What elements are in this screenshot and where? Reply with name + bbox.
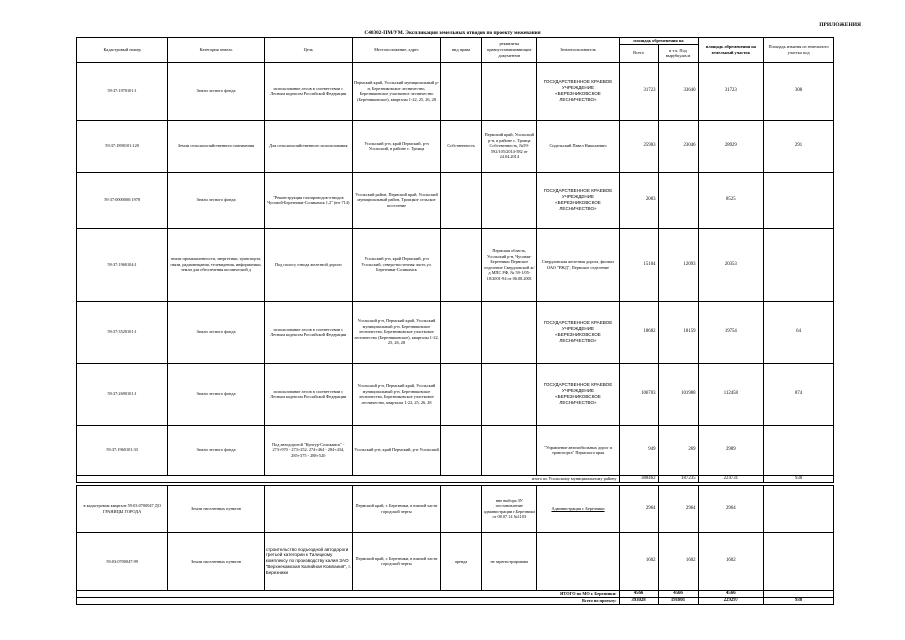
location: Усольский р-н, край Пермский, р-н Усольский xyxy=(352,425,440,475)
docs: не зарегистрирована xyxy=(482,532,537,590)
purpose: Под полосу отвода железной дороги xyxy=(264,228,352,301)
grand-total-total: 393028 xyxy=(619,597,658,604)
area-incl: 2964 xyxy=(658,485,698,532)
header-right-type: вид права xyxy=(441,38,482,63)
location: Усольский район, Пермский край, Усольский муниципальный район, Троицкое сельское поселение xyxy=(352,172,440,228)
land-category: Земли лесного фонда xyxy=(168,363,264,425)
area-total: 25983 xyxy=(619,120,658,172)
area-total: 31723 xyxy=(619,62,658,120)
cadastral-number: 59:03:0700047:99 xyxy=(77,532,168,590)
table-row xyxy=(77,228,834,301)
header-docs: реквизиты правоустанавливающих документов xyxy=(482,38,537,63)
area-incl: 23046 xyxy=(658,120,698,172)
purpose: использование лесов в соответствии с Лесным кодексом Российской Федерации xyxy=(264,62,352,120)
purpose: использование лесов в соответствии с Лесным кодексом Российской Федерации xyxy=(264,363,352,425)
area-total: 2083 xyxy=(619,172,658,228)
area-encumbrance: 28929 xyxy=(698,120,764,172)
area-total: 949 xyxy=(619,425,658,475)
land-category: Земли населенных пунктов xyxy=(168,485,264,532)
docs: Пермский край, Усольский р-н, в районе с. Троица Собственность, №59-592/105/2014-582 от 24.04.2014 xyxy=(482,120,537,172)
header-total: Всего xyxy=(619,44,658,62)
cadastral-number: 59:37:3520101:1 xyxy=(77,301,168,363)
area-total: 1602 xyxy=(619,532,658,590)
area-encumbrance: 2964 xyxy=(698,485,764,532)
land-category: Земли лесного фонда xyxy=(168,172,264,228)
right-type xyxy=(441,301,482,363)
header-location: Местоположение, адрес xyxy=(352,38,440,63)
land-user: ГОСУДАРСТВЕННОЕ КРАЕВОЕ УЧРЕЖДЕНИЕ «БЕРЕЗНИКОВСКОЕ ЛЕСНИЧЕСТВО» xyxy=(537,62,619,120)
total-berezniki-area-seizure xyxy=(764,590,834,597)
table-row xyxy=(77,425,834,475)
header-user: Землепользователь xyxy=(537,38,619,63)
cadastral-number: 59:37:0000000:1978 xyxy=(77,172,168,228)
docs xyxy=(482,301,537,363)
docs: Пермская область, Усольский р-н, Чусовая-Березники Пермское отделение Свердловской ж/д МПС РФ, № 59-1/05-18/2001-94 от 06.08.2001 xyxy=(482,228,537,301)
total-berezniki-row xyxy=(77,590,834,597)
area-seizure xyxy=(764,485,834,532)
purpose: Под автодорогой "Кунгур-Соликамск" - 273+970 - 273+252, 274+464 - 284+434, 285+375 - 288+520 xyxy=(264,425,352,475)
document-title: С40302-ПМ/УМ. Экспликация земельных отводов по проекту межевания xyxy=(364,30,541,36)
grand-total-label: Всего по проекту: xyxy=(77,597,620,604)
table-row xyxy=(77,363,834,425)
location: Пермский край, г. Березники, в южной части городской черты xyxy=(352,532,440,590)
docs xyxy=(482,172,537,228)
land-category: Земли лесного фонда xyxy=(168,62,264,120)
land-user: Сидельский Павел Николаевич xyxy=(537,120,619,172)
docs: вне выбора ЗУ постановление администрации г.Березники от 08.07.14 №1103 xyxy=(482,485,537,532)
area-encumbrance: 31723 xyxy=(698,62,764,120)
docs xyxy=(482,62,537,120)
docs xyxy=(482,425,537,475)
area-encumbrance: 112458 xyxy=(698,363,764,425)
purpose: использование лесов в соответствии с Лесным кодексом Российской Федерации xyxy=(264,301,352,363)
total-berezniki-label: ИТОГО по МО г. Березники: xyxy=(77,590,620,597)
location: Усольский р-н, край Пермский, р-н Усольский, в районе с. Троица xyxy=(352,120,440,172)
location: Усольский р-н, Пермский край, Усольский муниципальный р-н, Березниковское лесничество, Березниковское участковое лесничество (Березниковское), кварталы 1-22, 25, 26, 28 xyxy=(352,301,440,363)
right-type xyxy=(441,485,482,532)
total-berezniki-incl: 4566 xyxy=(658,590,698,597)
right-type: Собственность xyxy=(441,120,482,172)
table-row xyxy=(77,172,834,228)
area-incl: 18159 xyxy=(658,301,698,363)
area-seizure xyxy=(764,228,834,301)
total-berezniki-area-encumbrance: 4566 xyxy=(698,590,764,597)
area-encumbrance: 1602 xyxy=(698,532,764,590)
table-row xyxy=(77,120,834,172)
area-seizure: 308 xyxy=(764,62,834,120)
cadastral-number: 59:37:1890101:120 xyxy=(77,120,168,172)
subtotal-row xyxy=(77,475,834,482)
location: Усольский р-н, Пермский край, Усольский муниципальный р-н, Березниковское лесничество, Березниковское участковое лесничество, кварталы 1-22, 25, 26, 28 xyxy=(352,363,440,425)
area-total: 2964 xyxy=(619,485,658,532)
subtotal-incl: 187235 xyxy=(658,475,698,482)
land-category: Земли населенных пунктов xyxy=(168,532,264,590)
right-type: аренда xyxy=(441,532,482,590)
land-category: земли промышленности, энергетики, транспорта, связи, радиовещания, телевидения, информатики, земли для обеспечения космической д xyxy=(168,228,264,301)
land-user xyxy=(537,532,619,590)
purpose xyxy=(264,485,352,532)
header-category: Категория земель xyxy=(168,38,264,63)
area-seizure xyxy=(764,425,834,475)
area-seizure xyxy=(764,532,834,590)
right-type xyxy=(441,425,482,475)
location: Усольский р-н, край Пермский, р-н Усольский, северо-восточная часть ул. Березники-Соликамск xyxy=(352,228,440,301)
table-row xyxy=(77,532,834,590)
appendix-label: ПРИЛОЖЕНИЯ xyxy=(819,22,861,28)
explication-table xyxy=(76,37,834,605)
right-type xyxy=(441,363,482,425)
cadastral-number: 59:37:2690101:1 xyxy=(77,363,168,425)
land-user: "Управление автомобильных дорог и транспорта" Пермского края xyxy=(537,425,619,475)
land-user: ГОСУДАРСТВЕННОЕ КРАЕВОЕ УЧРЕЖДЕНИЕ «БЕРЕЗНИКОВСКОЕ ЛЕСНИЧЕСТВО» xyxy=(537,363,619,425)
grand-total-area-seizure: 938 xyxy=(764,597,834,604)
area-seizure: 64 xyxy=(764,301,834,363)
table-row xyxy=(77,485,834,532)
cadastral-number: в кадастровом квартале 59:03:0700047 ДО ГРАНИЦЫ ГОРОДА xyxy=(77,485,168,532)
area-total: 106703 xyxy=(619,363,658,425)
area-encumbrance: 8525 xyxy=(698,172,764,228)
header-purpose: Цель xyxy=(264,38,352,63)
area-encumbrance: 19754 xyxy=(698,301,764,363)
docs xyxy=(482,363,537,425)
land-category: Земли лесного фонда xyxy=(168,425,264,475)
area-incl: 269 xyxy=(658,425,698,475)
area-encumbrance: 2989 xyxy=(698,425,764,475)
subtotal-label: итого по Усольскому муниципальному району xyxy=(77,475,620,482)
land-category: Земли лесного фонда xyxy=(168,301,264,363)
right-type xyxy=(441,172,482,228)
table-row xyxy=(77,301,834,363)
land-user: ГОСУДАРСТВЕННОЕ КРАЕВОЕ УЧРЕЖДЕНИЕ «БЕРЕЗНИКОВСКОЕ ЛЕСНИЧЕСТВО» xyxy=(537,301,619,363)
purpose: "Реконструкция газопроводов-отводов Чусовой-Березники-Соликамск 1,2" (ют 714) xyxy=(264,172,352,228)
subtotal-area-encumbrance: 224731 xyxy=(698,475,764,482)
header-cadastral: Кадастровый номер xyxy=(77,38,168,63)
header-area-seizure: Площадь изъятия из земельного участка под xyxy=(764,38,834,63)
land-user: Администрация г. Березники xyxy=(537,485,619,532)
subtotal-area-seizure: 938 xyxy=(764,475,834,482)
location: Пермский край, г. Березники, в южной части городской черты xyxy=(352,485,440,532)
purpose: строительство подъездной автодороги третьей категории к Талицкому комплексу по производству калия ЗАО "Верхнекамская Калийная Компания", г. Березники xyxy=(264,532,352,590)
location: Пермский край, Усольский муниципальный р-н, Березниковское лесничество, Березниковское участковое лесничество (Березниковское), кварталы 1-22, 25, 26, 28 xyxy=(352,62,440,120)
land-user: Свердловская железная дорога, филиал ОАО "РЖД", Пермское отделение xyxy=(537,228,619,301)
area-encumbrance: 20353 xyxy=(698,228,764,301)
header-incl-under: в т.ч. Под вырубку,кв.м xyxy=(658,44,698,62)
land-category: Земли сельскохозяйственного назначения xyxy=(168,120,264,172)
grand-total-area-encumbrance: 229297 xyxy=(698,597,764,604)
area-incl: 12093 xyxy=(658,228,698,301)
header-encumbrance-group: площадь обременения на xyxy=(619,38,698,45)
area-total: 15104 xyxy=(619,228,658,301)
area-incl: 1602 xyxy=(658,532,698,590)
grand-total-incl: 191801 xyxy=(658,597,698,604)
area-incl: 101988 xyxy=(658,363,698,425)
header-area-encumbrance: площадь обременения на земельный участок xyxy=(698,38,764,63)
cadastral-number: 59:37:1960104:1 xyxy=(77,228,168,301)
subtotal-total: 388462 xyxy=(619,475,658,482)
area-incl xyxy=(658,172,698,228)
right-type xyxy=(441,62,482,120)
cadastral-number: 59:37:1960101:33 xyxy=(77,425,168,475)
land-user: ГОСУДАРСТВЕННОЕ КРАЕВОЕ УЧРЕЖДЕНИЕ «БЕРЕЗНИКОВСКОЕ ЛЕСНИЧЕСТВО» xyxy=(537,172,619,228)
area-total: 18682 xyxy=(619,301,658,363)
area-incl: 33640 xyxy=(658,62,698,120)
cadastral-number: 59:37:1970101:1 xyxy=(77,62,168,120)
purpose: Для сельскохозяйственного использования xyxy=(264,120,352,172)
area-seizure: 291 xyxy=(764,120,834,172)
grand-total-row xyxy=(77,597,834,604)
total-berezniki-total: 4566 xyxy=(619,590,658,597)
right-type xyxy=(441,228,482,301)
area-seizure: 874 xyxy=(764,363,834,425)
area-seizure xyxy=(764,172,834,228)
table-row xyxy=(77,62,834,120)
